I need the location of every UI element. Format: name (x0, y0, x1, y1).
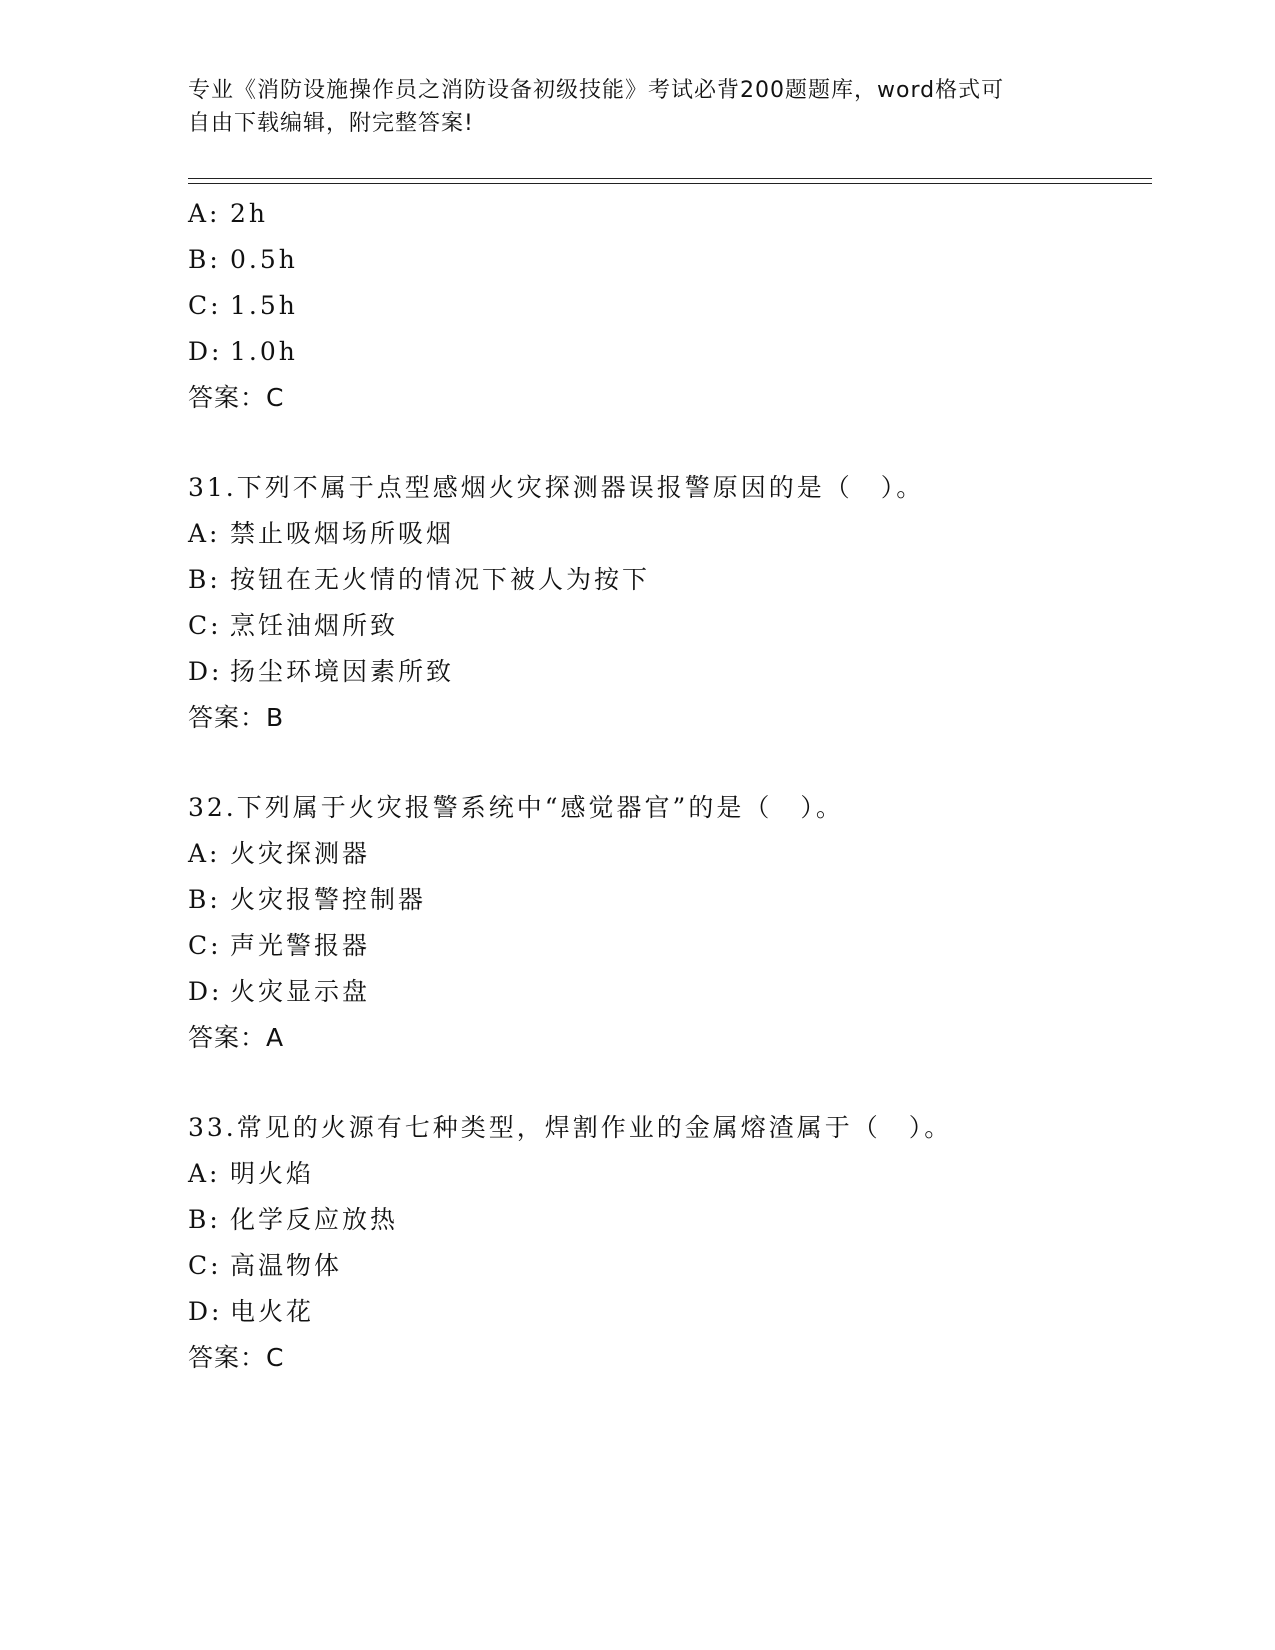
option-c: C: 1.5h (188, 291, 298, 320)
option-d: D: 火灾显示盘 (188, 977, 371, 1006)
option-a: A: 明火焰 (188, 1159, 315, 1188)
option-a: A: 禁止吸烟场所吸烟 (188, 519, 455, 548)
option-c: C: 烹饪油烟所致 (188, 611, 399, 640)
question-block-31 (188, 465, 1148, 741)
option-d: D: 扬尘环境因素所致 (188, 657, 455, 686)
option-c: C: 高温物体 (188, 1251, 343, 1280)
header-line-1: 专业《消防设施操作员之消防设备初级技能》考试必背200题题库，word格式可 (188, 78, 1005, 103)
question-stem: 33.常见的火源有七种类型，焊割作业的金属熔渣属于（ ）。 (188, 1113, 953, 1142)
question-block-prev (188, 191, 1148, 421)
question-stem: 31.下列不属于点型感烟火灾探测器误报警原因的是（ ）。 (188, 473, 925, 502)
document-header (188, 74, 1068, 140)
question-list (188, 191, 1148, 1381)
question-block-33 (188, 1105, 1148, 1381)
question-stem: 32.下列属于火灾报警系统中“感觉器官”的是（ ）。 (188, 793, 844, 822)
option-b: B: 按钮在无火情的情况下被人为按下 (188, 565, 651, 594)
question-block-32 (188, 785, 1148, 1061)
option-b: B: 0.5h (188, 245, 298, 274)
option-d: D: 1.0h (188, 337, 298, 366)
header-divider-top (188, 178, 1152, 179)
option-c: C: 声光警报器 (188, 931, 371, 960)
answer-line: 答案：C (188, 1343, 285, 1372)
option-b: B: 火灾报警控制器 (188, 885, 427, 914)
answer-line: 答案：C (188, 383, 285, 412)
header-line-2: 自由下载编辑，附完整答案! (188, 111, 474, 136)
option-b: B: 化学反应放热 (188, 1205, 399, 1234)
answer-line: 答案：B (188, 703, 285, 732)
option-a: A: 2h (188, 199, 269, 228)
answer-line: 答案：A (188, 1023, 285, 1052)
option-d: D: 电火花 (188, 1297, 315, 1326)
header-divider-bottom (188, 183, 1152, 184)
option-a: A: 火灾探测器 (188, 839, 371, 868)
